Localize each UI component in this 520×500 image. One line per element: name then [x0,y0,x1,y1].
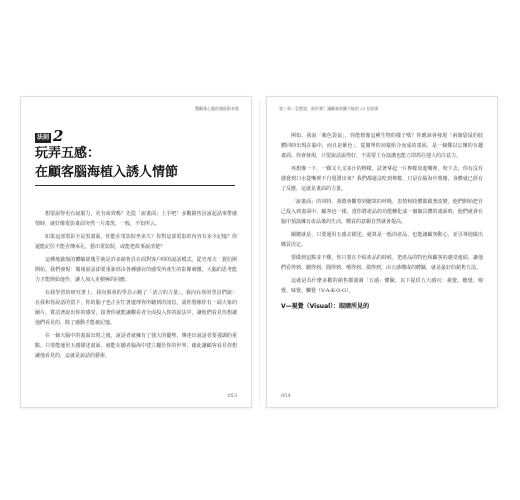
paragraph: 要做到這點並不難，你只要在介紹產品的時候，把產品的特色和顧客的感受連結，讓他們看得到、聽得到、聞得到、嚐得到、摸得到，由五感構成的體驗，就是最好的銷售方法。 [281,255,483,271]
paragraph: 「說畫面」的同時，我總會觀察到聽眾的呼吸、表情和肢體都跟著改變，他們開始把自己投入到畫面中，顧客也一樣，當你將產品的功能轉化成一個個具體的畫面時，他們就會在腦中預演擁有產品後的生活，購買的意願自然就會提高。 [281,199,483,225]
paragraph: 在一個大腦中的畫面出現之後，說話者就擁有了強大的優勢，傳達出說話者要強調的重點。只要能運用五感描述畫面，就能在聽者腦海中建立屬於你的世界，藉此讓顧客看見你想讓他看見的，這就是說話的藝術。 [35,333,237,359]
page-number-right: 054 [281,393,291,399]
left-body-text [35,209,237,364]
left-page [20,96,252,408]
section-badge [35,129,240,143]
paragraph: 如果這部電影全是黑畫面，你能在電影院坐多久？你對這部電影的內容有多少記憶？你還能記住不能否傳承孔，藝出電影院，或能把故事說清楚？ [35,234,237,250]
section-label: 法則 [37,134,50,141]
paragraph: 想要說得更有說服力，更有成效嗎？先從「說畫面」上手吧！多數銷售員說起話來帶感情時，就好像電影畫面突然一片漆黑，一般，不知所云。 [35,211,237,227]
right-body-text [281,131,483,311]
book-spine [259,100,260,402]
paragraph: 再想像一下，一顆又大又多汁的檸檬。試著拿起一片檸檬放進嘴裡，咬下去，你有沒有感覺到口水從嘴裡不自覺湧出來？我們都還沒吃到檸檬，只是在腦海中想像，身體就已經有了反應，這就是畫面的力量。 [281,166,483,192]
right-page [266,96,498,408]
paragraph: 例如，我說「紫色袋鼠」，你能想像這種生物的樣子嗎？你應該會發現「兩個袋鼠的肢體同時出現在腦中，而且是紫色」，從簡單的詞彙組合而成的畫面，是一個難以忘懷的有趣畫面。你會發現，只要說話說得好，不需要上台演講也能立即抓住他人的注意力。 [281,133,483,159]
section-title-line-1: 玩弄五感： [35,146,101,161]
paragraph: 關鍵就是，只要運用五感去描述，就算是一般的產品，也能讓顧客動心，並引導他做出購買決定。 [281,232,483,248]
paragraph: 在我學習的研究書上，我向與會的學員示範了「語言的力量」。我向在座的學員們說：在我和你說話的當下，你的腦子也正在忙著處理你所聽到的訊息，請你想像你有一頭大象的圖片，嘗試著說出你的感受，接著你就能讓觀看者全面投入你的說法中，讓他們看見你想讓他們看見的，除了感動才能被記憶。 [35,290,237,326]
heading-rule [35,185,235,186]
subheading-visual: V—視覺（Visual）：眼睛所見的 [281,303,370,310]
paragraph: 這就是為什麼多數的銷售都強調「五感」體驗，以下提供五大感官：視覺、聽覺、嗅覺、味覺、觸覺（V-A-K-O-G）。 [281,278,483,294]
running-header-right: 第三章／怎麼說，最好賣？讓顧客欲罷不能的 21 招話術 [279,106,379,111]
page-number-left: 053 [227,393,237,399]
section-heading [35,129,240,186]
paragraph: 這種地獄般的體驗卻幾乎就是許多銷售員在面對客戶時的說話模式。從史蒂夫‧賈伯斯開始，我們發現：簡報說話卻要重新經由各種感官的感受所產生的影像刺激，大腦的思考能力才能開始運作，讓人加入更積極的回應。 [35,257,237,283]
running-header-left: 豐顧客心靈的超級影音魯 [195,106,239,111]
section-title-line-2: 在顧客腦海植入誘人情節 [35,165,179,180]
section-number: 2 [53,127,64,145]
